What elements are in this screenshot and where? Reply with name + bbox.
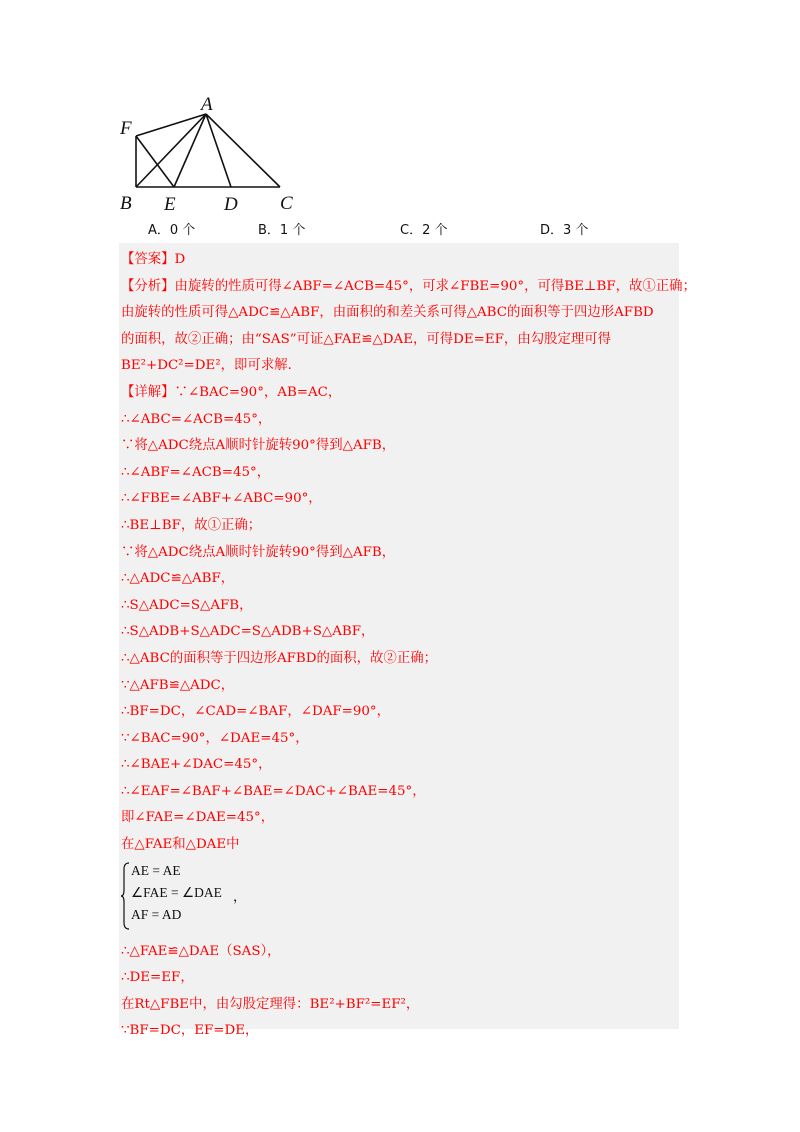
detail-line: ∴△ABC的面积等于四边形AFBD的面积，故②正确； — [121, 650, 437, 666]
detail-line: ∴BE⊥BF，故①正确； — [121, 517, 262, 533]
detail-line: 即∠FAE=∠DAE=45°， — [121, 810, 275, 826]
detail-line: ∴DE=EF， — [121, 970, 194, 986]
system-row-3: AF = AD — [131, 906, 182, 922]
label-f: F — [120, 118, 132, 139]
segment-ae — [174, 114, 206, 187]
answer-line: 【答案】D — [121, 252, 186, 267]
detail-line: ∴∠ABC=∠ACB=45°， — [121, 411, 272, 427]
detail-line: ∵BF=DC，EF=DE， — [121, 1023, 259, 1039]
label-c: C — [280, 193, 293, 214]
option-c: C．2 个 — [400, 223, 448, 238]
detail-line: ∴BF=DC，∠CAD=∠BAF，∠DAF=90°， — [121, 704, 391, 720]
system-row-1: AE = AE — [131, 862, 181, 878]
detail-line: ∴∠EAF=∠BAF+∠BAE=∠DAC+∠BAE=45°， — [121, 783, 426, 799]
detail-line: ∴S△ADC=S△AFB， — [121, 597, 253, 613]
system-row-2: ∠FAE = ∠DAE — [131, 884, 222, 900]
detail-line: ∵△AFB≌△ADC， — [121, 677, 235, 693]
detail-line: ∴S△ADB+S△ADC=S△ADB+S△ABF， — [121, 624, 375, 640]
option-b: B．1 个 — [258, 223, 306, 238]
segment-ad — [206, 114, 231, 187]
detail-line: 在Rt△FBE中，由勾股定理得：BE²+BF²=EF²， — [121, 996, 420, 1012]
detail-line: ∴∠BAE+∠DAC=45°， — [121, 757, 272, 773]
analysis-line: 【分析】由旋转的性质可得∠ABF=∠ACB=45°，可求∠FBE=90°，可得BE⊥BF，故①正确； — [121, 278, 696, 294]
detail-line: 在△FAE和△DAE中 — [121, 837, 240, 853]
geometry-figure — [118, 92, 308, 214]
equation-system — [121, 859, 679, 933]
segment-ac — [206, 114, 280, 187]
label-a: A — [201, 94, 213, 115]
detail-line: ∵将△ADC绕点A顺时针旋转90°得到△AFB， — [121, 544, 396, 560]
solution-block — [119, 243, 696, 1039]
label-e: E — [164, 194, 176, 214]
detail-line: ∵将△ADC绕点A顺时针旋转90°得到△AFB， — [121, 438, 396, 454]
segment-fe — [136, 136, 174, 187]
detail-line: ∴△ADC≌△ABF， — [121, 571, 235, 587]
label-b: B — [120, 193, 132, 214]
detail-line: ∴∠FBE=∠ABF+∠ABC=90°， — [121, 491, 322, 507]
analysis-line: BE²+DC²=DE²，即可求解． — [121, 358, 301, 374]
brace-icon — [121, 861, 131, 931]
detail-line: 【详解】∵∠BAC=90°，AB=AC， — [121, 384, 342, 400]
option-a: A．0 个 — [148, 223, 196, 238]
system-tail: ， — [233, 888, 247, 904]
detail-line: ∴∠ABF=∠ACB=45°， — [121, 464, 271, 480]
label-d: D — [224, 194, 238, 214]
analysis-line: 的面积，故②正确；由“SAS”可证△FAE≌△DAE，可得DE=EF，由勾股定理可得 — [121, 331, 612, 347]
answer-options — [0, 219, 800, 241]
detail-line: ∵∠BAC=90°，∠DAE=45°， — [121, 730, 309, 746]
detail-line: ∴△FAE≌△DAE（SAS）， — [121, 943, 281, 959]
analysis-line: 由旋转的性质可得△ADC≌△ABF，由面积的和差关系可得△ABC的面积等于四边形AFBD — [121, 305, 654, 321]
option-d: D．3 个 — [540, 223, 589, 238]
